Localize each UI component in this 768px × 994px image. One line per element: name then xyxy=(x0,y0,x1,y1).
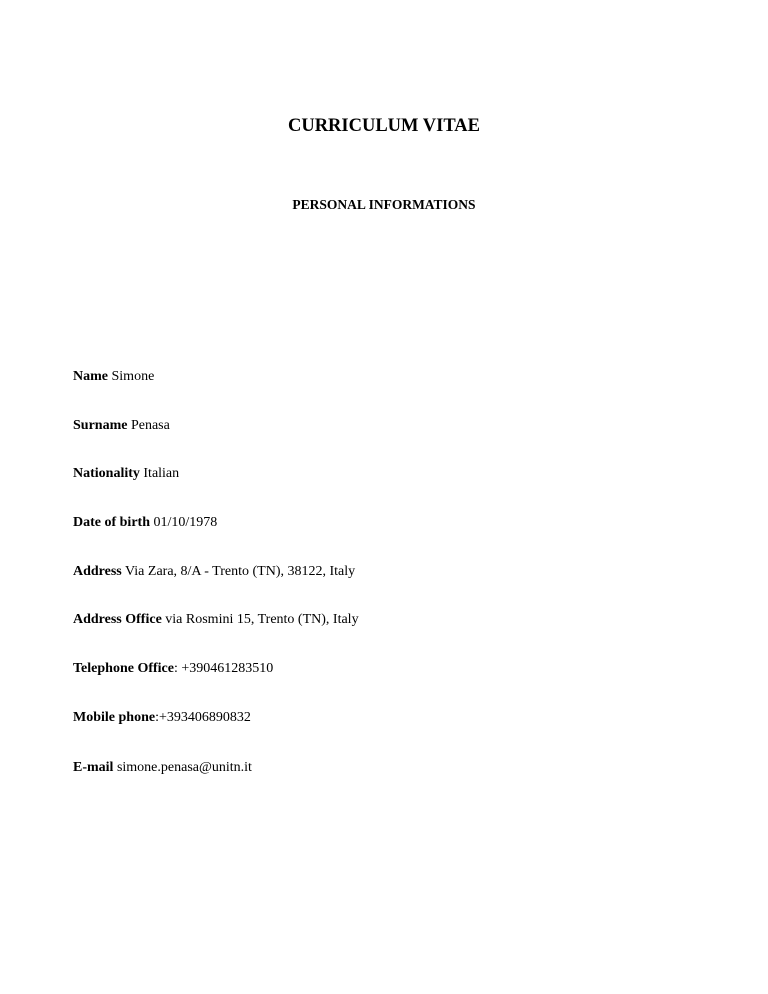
document-title: CURRICULUM VITAE xyxy=(287,116,481,136)
field-value: via Rosmini 15, Trento (TN), Italy xyxy=(165,612,359,627)
field-mobile-phone xyxy=(73,709,251,727)
field-value: +393406890832 xyxy=(158,710,251,725)
field-address xyxy=(73,563,355,581)
field-surname xyxy=(73,417,170,435)
field-name xyxy=(73,368,154,386)
field-value: +390461283510 xyxy=(181,661,274,676)
field-label: Date of birth xyxy=(73,515,150,530)
field-label: Surname xyxy=(73,418,128,433)
field-label: E-mail xyxy=(73,760,114,775)
field-label: Name xyxy=(73,369,108,384)
field-email xyxy=(73,759,252,777)
field-date-of-birth xyxy=(73,514,217,532)
field-value: Penasa xyxy=(130,418,170,433)
field-nationality xyxy=(73,465,179,483)
field-telephone-office xyxy=(73,660,273,678)
field-label: Address xyxy=(73,564,122,579)
field-separator: : xyxy=(155,710,159,725)
field-label: Telephone Office xyxy=(73,661,174,676)
field-address-office xyxy=(73,611,359,629)
field-value: Simone xyxy=(111,369,155,384)
field-value: 01/10/1978 xyxy=(153,515,218,530)
field-label: Nationality xyxy=(73,466,140,481)
field-label: Address Office xyxy=(73,612,162,627)
section-title: PERSONAL INFORMATIONS xyxy=(292,197,476,212)
field-value: Via Zara, 8/A - Trento (TN), 38122, Italy xyxy=(125,564,356,579)
field-separator: : xyxy=(173,661,182,676)
field-value: simone.penasa@unitn.it xyxy=(116,760,252,775)
field-value: Italian xyxy=(143,466,180,481)
field-label: Mobile phone xyxy=(73,710,156,725)
